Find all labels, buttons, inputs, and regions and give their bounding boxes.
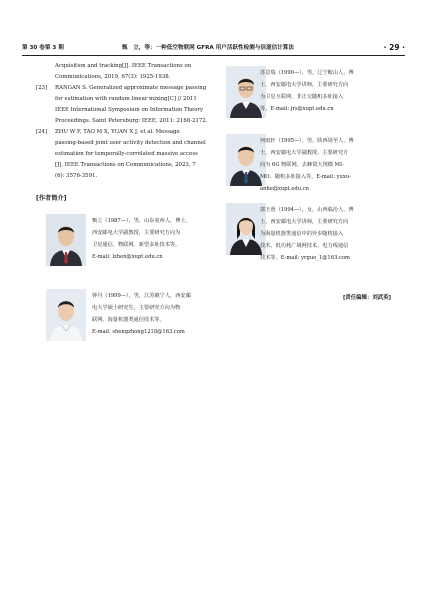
bio-line: 为卫星互联网、非正交随机多址接入 — [260, 94, 344, 101]
bio-line: 苏景瑞（1990—），男，辽宁鞍山人，博 — [260, 70, 354, 76]
portrait-image — [46, 289, 86, 341]
reference-number: [24] — [36, 129, 48, 135]
reference-line: [J]. IEEE Transactions on Communications, 2023, 7 — [55, 162, 196, 168]
reference-line: estimation for temporally-correlated massive access — [55, 151, 198, 157]
bio-line: 钟丹（1999—），男，江苏睢宁人，西安邮 — [92, 293, 191, 299]
reference-line: ZHU W F, TAO M X, YUAN X J, et al. Message — [55, 129, 180, 135]
bio-line: E-mail: shengzhong1218@163.com — [92, 329, 185, 336]
bio-line: 士，西安邮电大学讲师，主要研究方向 — [260, 219, 349, 226]
author-bio — [260, 67, 390, 115]
responsible-editor: [责任编辑：刘武英] — [342, 295, 391, 301]
bio-line: 郭玉蓉（1994—），女，山西临汾人，博 — [260, 207, 354, 213]
bio-line: 为海量机器类通信中的异步随机接入 — [260, 231, 344, 238]
reference-line: RANGAN S. Generalized approximate message passing — [55, 85, 207, 91]
bio-line: 技术等。E-mail: yrguo_1@163.com — [260, 255, 350, 262]
reference-line: Proceedings. Saint Petersburg: IEEE, 2011: 2168-2172. — [55, 118, 208, 124]
header-rule — [22, 55, 405, 56]
bio-line: 何雨轩（1995—），男，陕西周至人，博 — [260, 138, 354, 144]
reference-line: IEEE International Symposium on Information Theory — [55, 107, 204, 113]
author-bio — [260, 135, 390, 195]
reference-line: (6): 3576-3591. — [55, 173, 98, 179]
reference-line: Acquisition and tracking[J]. IEEE Transactions on — [55, 63, 192, 69]
reference-line: Communications, 2019, 67(3): 1925-1938. — [55, 74, 171, 80]
author-bio — [92, 215, 222, 263]
bio-line: E-mail: lzhen@xupt.edu.cn — [92, 254, 163, 261]
author-bio — [260, 204, 390, 264]
reference-line: passing-based joint user activity detection and channel — [55, 140, 206, 146]
running-title: 甄 立，等：一种低空物联网 GFRA 用户活跃性检测与信道估计算法 — [122, 45, 294, 51]
section-title: [作者简介] — [36, 195, 67, 202]
bio-line: 技术、低功耗广域网技术、电力线通信 — [260, 243, 349, 250]
bio-line: 等。E-mail: jrs@xupt.edu.cn — [260, 106, 334, 113]
author-bio — [92, 290, 222, 338]
reference-line: for estimation with random linear mixing[C] // 2011 — [55, 96, 197, 102]
bio-line: 甄立（1987—），男，山东兖州人，博士， — [92, 218, 191, 224]
reference-item — [36, 83, 212, 127]
bio-line: 卫星通信、物联网、新型多址技术等。 — [92, 242, 181, 249]
bio-line: 士，西安邮电大学副教授，主要研究方 — [260, 150, 349, 157]
reference-item — [36, 61, 212, 83]
portrait-image — [46, 214, 86, 266]
reference-item — [36, 127, 212, 182]
bio-line: 联网、海量机器类通信技术等。 — [92, 317, 165, 324]
bio-line: MO、随机多址接入等。E-mail: yuxu- — [260, 174, 351, 181]
bio-line: 电大学硕士研究生，主要研究方向为物 — [92, 305, 181, 312]
bio-line: 西安邮电大学副教授，主要研究方向为 — [92, 230, 181, 237]
author-photo — [46, 214, 86, 266]
bio-line: 士，西安邮电大学讲师，主要研究方向 — [260, 82, 349, 89]
bio-line: 向为 6G 物联网、去蜂窝大规模 MI- — [260, 162, 344, 169]
reference-number: [23] — [36, 85, 48, 91]
author-photo — [46, 289, 86, 341]
page-number: · 29 · — [383, 43, 405, 52]
issue-label: 第 30 卷第 3 期 — [22, 45, 64, 51]
bio-line: anhe@xupt.edu.cn — [260, 186, 309, 193]
reference-list — [36, 61, 212, 182]
